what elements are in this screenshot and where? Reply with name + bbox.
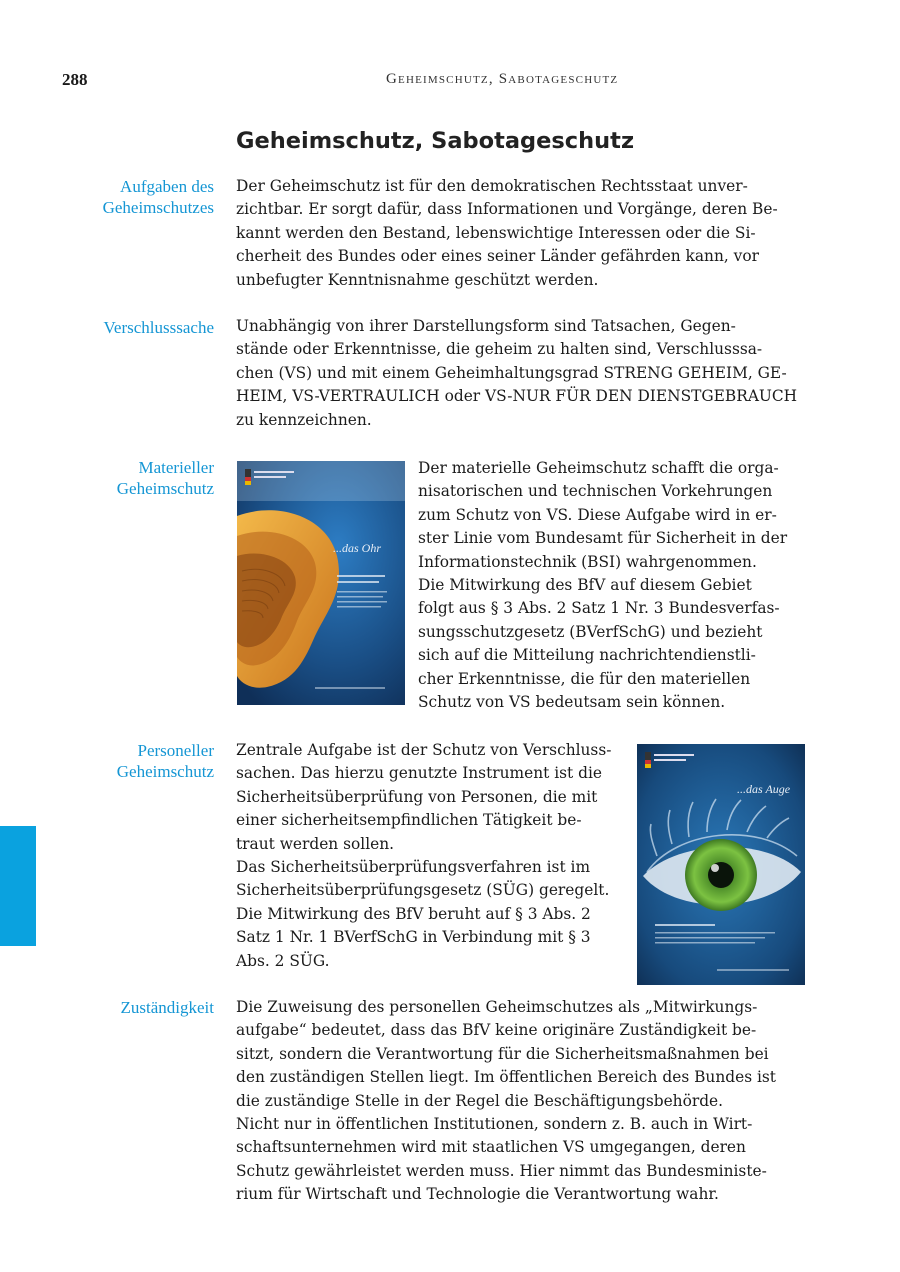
margin-label-zustaendigkeit [64,997,214,1018]
running-header: Geheimschutz, Sabotageschutz [386,71,619,87]
text-line: zu kennzeichnen. [236,410,372,429]
text-line: Unabhängig von ihrer Darstellungsform sind Tatsachen, Gegen- [236,317,736,335]
text-line: chen (VS) und mit einem Geheimhaltungsgrad STRENG GEHEIM, GE- [236,363,787,382]
text-line: stände oder Erkenntnisse, die geheim zu halten sind, Verschlusssa- [236,340,763,359]
paragraph-aufgaben [236,175,810,292]
brochure-ear-image [237,461,405,705]
text-line: folgt aus § 3 Abs. 2 Satz 1 Nr. 3 Bundesverfas- [418,599,780,618]
text-line: Satz 1 Nr. 1 BVerfSchG in Verbindung mit § 3 [236,928,591,947]
page-title: Geheimschutz, Sabotageschutz [236,128,635,154]
margin-label-line: Verschlusssache [103,318,214,337]
text-line: Sicherheitsüberprüfung von Personen, die mit [236,787,598,806]
text-line: HEIM, VS-VERTRAULICH oder VS-NUR FÜR DEN DIENSTGEBRAUCH [236,387,798,406]
ear-illustration [237,461,405,705]
text-line: unbefugter Kenntnisnahme geschützt werden. [236,270,599,289]
text-line: Die Zuweisung des personellen Geheimschutzes als „Mitwirkungs- [236,998,758,1016]
margin-label-line: Geheimschutz [116,479,214,498]
brochure-eye-caption: ...das Auge [737,782,791,796]
text-line: Sicherheitsüberprüfungsgesetz (SÜG) geregelt. [236,881,610,900]
eye-illustration [637,744,805,985]
text-line: rium für Wirtschaft und Technologie die Verantwortung wahr. [236,1185,719,1204]
text-line: die zuständige Stelle in der Regel die Beschäftigungsbehörde. [236,1091,724,1110]
paragraph-zustaendigkeit [236,996,810,1207]
text-line: cher Erkenntnisse, die für den materiellen [418,669,751,688]
text-line: sachen. Das hierzu genutzte Instrument ist die [236,764,603,783]
margin-label-line: Geheimschutz [116,762,214,781]
text-line: Abs. 2 SÜG. [236,951,330,970]
margin-label-aufgaben [64,176,214,218]
margin-label-line: Materieller [138,458,214,477]
text-line: einer sicherheitsempfindlichen Tätigkeit be- [236,811,582,830]
text-line: zum Schutz von VS. Diese Aufgabe wird in er- [418,505,777,524]
chapter-thumb-tab [0,826,36,946]
margin-label-line: Geheimschutzes [102,198,214,217]
text-line: Zentrale Aufgabe ist der Schutz von Verschluss- [236,741,612,759]
text-line: kannt werden den Bestand, lebenswichtige Interessen oder die Si- [236,223,756,242]
text-line: zichtbar. Er sorgt dafür, dass Informationen und Vorgänge, deren Be- [236,200,778,219]
text-line: sungsschutzgesetz (BVerfSchG) und bezieht [418,622,763,641]
text-line: Schutz von VS bedeutsam sein können. [418,693,726,712]
margin-label-personell [64,740,214,782]
text-line: sitzt, sondern die Verantwortung für die Sicherheitsmaßnahmen bei [236,1044,769,1063]
margin-label-line: Personeller [137,741,214,760]
margin-label-line: Zuständigkeit [120,998,214,1017]
paragraph-verschlusssache [236,315,810,432]
text-line: Die Mitwirkung des BfV auf diesem Gebiet [418,576,752,595]
text-line: Die Mitwirkung des BfV beruht auf § 3 Abs. 2 [236,904,591,923]
text-line: Schutz gewährleistet werden muss. Hier nimmt das Bundesministe- [236,1161,767,1180]
text-line: ster Linie vom Bundesamt für Sicherheit in der [418,529,788,548]
brochure-ear-caption: ...das Ohr [333,541,382,555]
text-line: Der materielle Geheimschutz schafft die orga- [418,459,779,477]
text-line: Informationstechnik (BSI) wahrgenommen. [418,552,757,571]
text-line: Das Sicherheitsüberprüfungsverfahren ist im [236,858,591,877]
text-line: den zuständigen Stellen liegt. Im öffentlichen Bereich des Bundes ist [236,1068,776,1087]
margin-label-verschlusssache [64,317,214,338]
margin-label-materiell [64,457,214,499]
text-line: nisatorischen und technischen Vorkehrungen [418,482,773,501]
text-line: Der Geheimschutz ist für den demokratischen Rechtsstaat unver- [236,177,748,195]
text-line: traut werden sollen. [236,834,395,853]
page-number: 288 [62,70,88,89]
brochure-eye-image [637,744,805,985]
margin-label-line: Aufgaben des [120,177,214,196]
text-line: schaftsunternehmen wird mit staatlichen VS umgegangen, deren [236,1138,746,1157]
text-line: sich auf die Mitteilung nachrichtendienstli- [418,646,756,665]
paragraph-personell [236,739,628,973]
text-line: aufgabe“ bedeutet, dass das BfV keine originäre Zuständigkeit be- [236,1021,757,1040]
text-line: Nicht nur in öffentlichen Institutionen, sondern z. B. auch in Wirt- [236,1115,753,1134]
paragraph-materiell [418,457,810,714]
text-line: cherheit des Bundes oder eines seiner Länder gefährden kann, vor [236,247,759,266]
